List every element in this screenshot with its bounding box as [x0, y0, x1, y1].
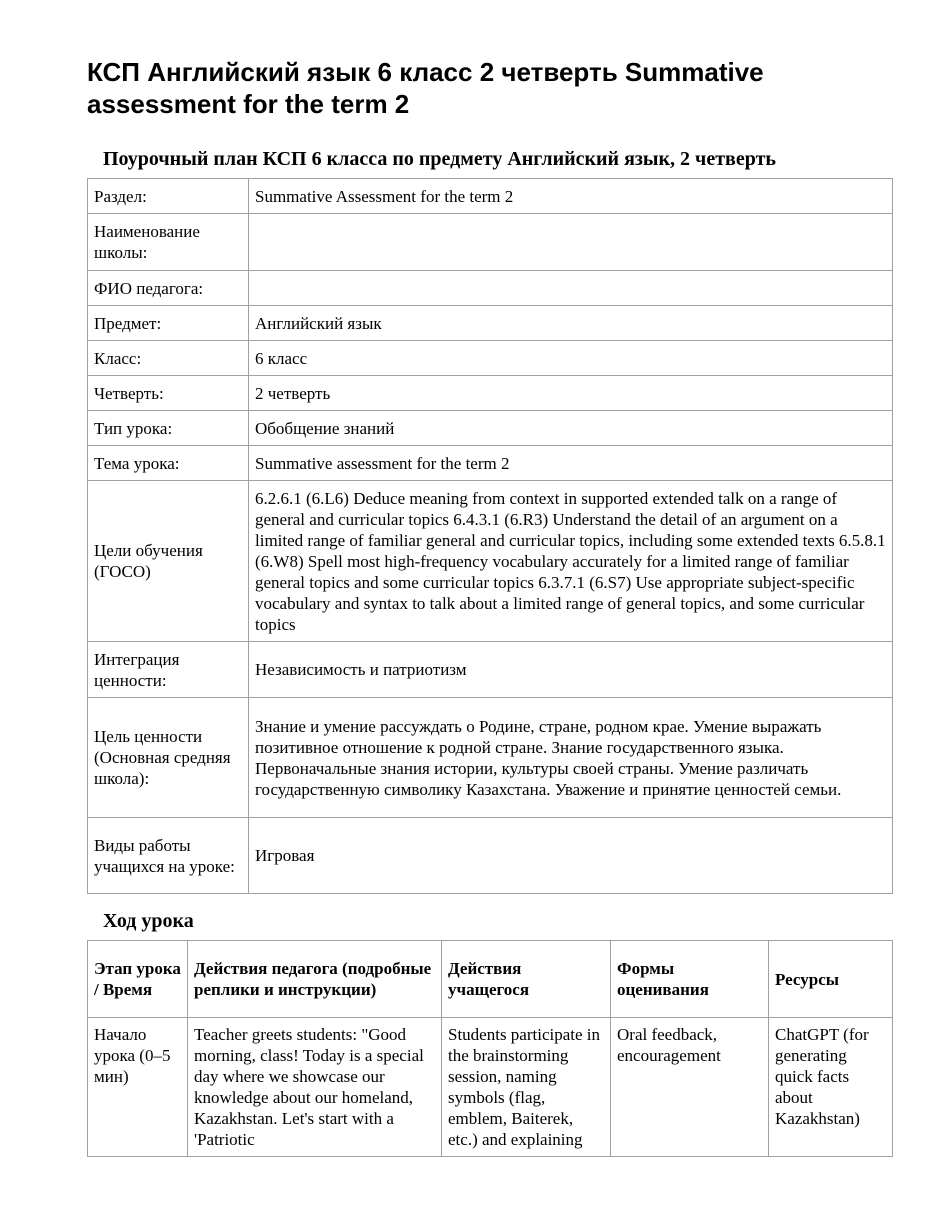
table-row	[88, 446, 893, 481]
table-cell: Oral feedback, encouragement	[611, 1018, 769, 1157]
table-row	[88, 818, 893, 894]
row-value: Обобщение знаний	[249, 411, 893, 446]
table-header-row	[88, 941, 893, 1018]
table-cell: ChatGPT (for generating quick facts about Kazakhstan)	[769, 1018, 893, 1157]
document-title: КСП Английский язык 6 класс 2 четверть Summative assessment for the term 2	[87, 57, 764, 119]
column-header: Этап урока / Время	[88, 941, 188, 1018]
row-label: Интеграция ценности:	[88, 642, 249, 698]
table-row	[88, 481, 893, 642]
row-value	[249, 214, 893, 271]
column-header: Формы оценивания	[611, 941, 769, 1018]
table-row	[88, 411, 893, 446]
table-row	[88, 214, 893, 271]
table-row	[88, 1018, 893, 1157]
row-label: Раздел:	[88, 179, 249, 214]
column-header: Действия педагога (подробные реплики и инструкции)	[188, 941, 442, 1018]
table-row	[88, 642, 893, 698]
table-row	[88, 306, 893, 341]
row-value: Summative Assessment for the term 2	[249, 179, 893, 214]
table-row	[88, 271, 893, 306]
row-value: Знание и умение рассуждать о Родине, стране, родном крае. Умение выражать позитивное отношение к родной стране. Знание государственного языка. Первоначальные знания истории, культуры своей страны. Умение различать государственную символику Казахстана. Уважение и принятие ценностей семьи.	[249, 698, 893, 818]
row-value: 6.2.6.1 (6.L6) Deduce meaning from context in supported extended talk on a range of general and curricular topics 6.4.3.1 (6.R3) Understand the detail of an argument on a limited range of familiar general and curricular topics, including some extended texts 6.5.8.1 (6.W8) Spell most high-frequency vocabulary accurately for a limited range of familiar general topics and some curricular topics 6.3.7.1 (6.S7) Use appropriate subject-specific vocabulary and syntax to talk about a limited range of general topics, and some curricular topics	[249, 481, 893, 642]
row-label: Тип урока:	[88, 411, 249, 446]
table-cell: Students participate in the brainstorming session, naming symbols (flag, emblem, Baiterek, etc.) and explaining	[442, 1018, 611, 1157]
row-value: Независимость и патриотизм	[249, 642, 893, 698]
row-label: Класс:	[88, 341, 249, 376]
table-row	[88, 179, 893, 214]
row-value	[249, 271, 893, 306]
lesson-progress-table	[87, 940, 893, 1157]
row-value: Summative assessment for the term 2	[249, 446, 893, 481]
row-value: 2 четверть	[249, 376, 893, 411]
row-label: Виды работы учащихся на уроке:	[88, 818, 249, 894]
table-row	[88, 376, 893, 411]
row-label: Цель ценности (Основная средняя школа):	[88, 698, 249, 818]
progress-heading: Ход урока	[103, 910, 194, 932]
row-label: Тема урока:	[88, 446, 249, 481]
row-label: ФИО педагога:	[88, 271, 249, 306]
row-label: Четверть:	[88, 376, 249, 411]
plan-heading: Поурочный план КСП 6 класса по предмету Английский язык, 2 четверть	[103, 148, 776, 170]
lesson-info-table	[87, 178, 893, 894]
column-header: Ресурсы	[769, 941, 893, 1018]
row-label: Предмет:	[88, 306, 249, 341]
row-value: 6 класс	[249, 341, 893, 376]
table-row	[88, 341, 893, 376]
row-value: Игровая	[249, 818, 893, 894]
row-value: Английский язык	[249, 306, 893, 341]
row-label: Цели обучения (ГОСО)	[88, 481, 249, 642]
row-label: Наименование школы:	[88, 214, 249, 271]
table-cell: Начало урока (0–5 мин)	[88, 1018, 188, 1157]
column-header: Действия учащегося	[442, 941, 611, 1018]
table-row	[88, 698, 893, 818]
document-page	[87, 56, 893, 1157]
table-cell: Teacher greets students: "Good morning, class! Today is a special day where we showcase our knowledge about our homeland, Kazakhstan. Let's start with a 'Patriotic	[188, 1018, 442, 1157]
